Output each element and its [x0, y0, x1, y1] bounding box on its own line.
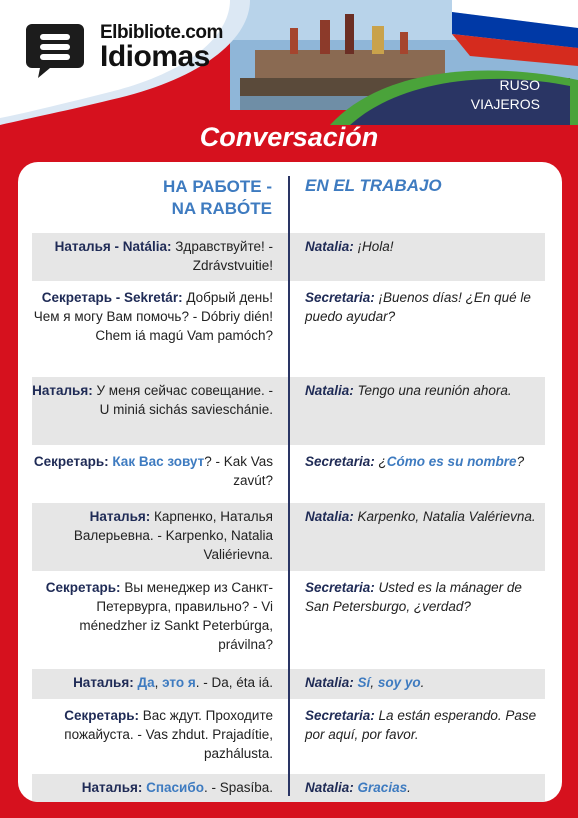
dialogue-text: ¡Hola! — [353, 239, 394, 254]
speaker-label: Секретарь: — [45, 580, 121, 595]
column-header-russian — [32, 176, 272, 220]
dialogue-text: Вас ждут. Проходите пожайуста. - Vas zhdut. Prajadítie, pazhálusta. — [64, 708, 273, 761]
speaker-label: Наталья: — [73, 675, 134, 690]
dialogue-text: ¡Buenos días! ¿En qué le puedo ayudar? — [305, 290, 531, 324]
speaker-label: Natalia: — [305, 239, 354, 254]
speaker-label: Natalia: — [305, 383, 354, 398]
speaker-label: Наталья: — [81, 780, 143, 795]
speaker-label: Наталья - Natália: — [54, 239, 172, 254]
russian-line — [32, 673, 273, 692]
dialogue-text: , — [370, 675, 378, 690]
russian-line — [32, 507, 273, 564]
dialogue-text: Usted es la mánager de San Petersburgo, ¿verdad? — [305, 580, 522, 614]
dialogue-text: . — [420, 675, 425, 690]
spanish-line — [305, 288, 540, 326]
tag-audience: VIAJEROS — [470, 96, 540, 112]
dialogue-text: ? - Kak Vas zavút? — [204, 454, 273, 488]
highlighted-phrase: Sí — [357, 675, 371, 690]
highlighted-phrase: Как Вас зовут — [112, 454, 205, 469]
speaker-label: Natalia: — [305, 780, 354, 795]
conversation-card — [18, 162, 562, 802]
russian-line — [32, 778, 273, 797]
speaker-label: Секретарь - Sekretár: — [41, 290, 183, 305]
russian-line — [32, 288, 273, 345]
spanish-line — [305, 778, 540, 797]
dialogue-text: La están esperando. Pase por aquí, por favor. — [305, 708, 537, 742]
dialogue-text: ¿ — [374, 454, 387, 469]
column-header-russian-translit: NA RABÓTE — [171, 199, 272, 218]
column-header-spanish: EN EL TRABAJO — [305, 176, 442, 195]
speaker-label: Наталья: — [32, 383, 93, 398]
speaker-label: Secretaria: — [305, 454, 375, 469]
spanish-line — [305, 237, 540, 256]
dialogue-text: У меня сейчас совещание. - U miniá sichás savieschánie. — [92, 383, 273, 417]
dialogue-text: Карпенко, Наталья Валерьевна. - Karpenko, Natalia Valiérievna. — [73, 509, 273, 562]
speaker-label: Natalia: — [305, 509, 354, 524]
speaker-label: Secretaria: — [305, 290, 375, 305]
highlighted-phrase: это я — [162, 675, 196, 690]
speech-bubble-book-icon — [26, 20, 84, 78]
page-title: Conversación — [199, 122, 379, 152]
speaker-label: Наталья: — [89, 509, 151, 524]
spanish-line — [305, 452, 540, 471]
speaker-label: Natalia: — [305, 675, 354, 690]
russian-line — [32, 452, 273, 490]
dialogue-text: Karpenko, Natalia Valérievna. — [353, 509, 536, 524]
russian-line — [32, 237, 273, 275]
highlighted-phrase: soy yo — [377, 675, 421, 690]
brand-name: Idiomas — [100, 40, 210, 73]
speaker-label: Секретарь: — [64, 708, 140, 723]
highlighted-phrase: Спасибо — [146, 780, 204, 795]
russian-line — [32, 578, 273, 654]
dialogue-text: . — [407, 780, 411, 795]
brand-site: Elbibliote.com — [100, 22, 223, 43]
spanish-line — [305, 706, 540, 744]
speaker-label: Secretaria: — [305, 580, 375, 595]
dialogue-text: Добрый день! Чем я могу Вам помочь? - Dóbriy dién! Chem iá magú Vam pamóch? — [33, 290, 273, 343]
dialogue-text: ? — [516, 454, 525, 469]
highlighted-phrase: Да — [137, 675, 155, 690]
dialogue-text: , — [154, 675, 163, 690]
russian-line — [32, 381, 273, 419]
highlighted-phrase: Gracias — [357, 780, 408, 795]
spanish-line — [305, 381, 540, 400]
column-header-russian-cyrillic: НА РАБОТЕ - — [163, 177, 272, 196]
dialogue-text: Tengo una reunión ahora. — [353, 383, 512, 398]
column-divider — [288, 176, 290, 796]
dialogue-text: . - Spasíba. — [203, 780, 273, 795]
speaker-label: Secretaria: — [305, 708, 375, 723]
tag-language: RUSO — [499, 77, 540, 93]
dialogue-text: Здравствуйте! - Zdrávstvuitie! — [171, 239, 273, 273]
spanish-line — [305, 673, 540, 692]
dialogue-text: . - Da, éta iá. — [195, 675, 273, 690]
dialogue-text: Вы менеджер из Санкт-Петервурга, правильно? - Vi ménedzher iz Sankt Peterbúrga, právilna? — [79, 580, 273, 652]
spanish-line — [305, 578, 540, 616]
highlighted-phrase: Cómo es su nombre — [386, 454, 517, 469]
speaker-label: Секретарь: — [33, 454, 109, 469]
spanish-line — [305, 507, 540, 526]
russian-line — [32, 706, 273, 763]
header — [0, 0, 578, 125]
